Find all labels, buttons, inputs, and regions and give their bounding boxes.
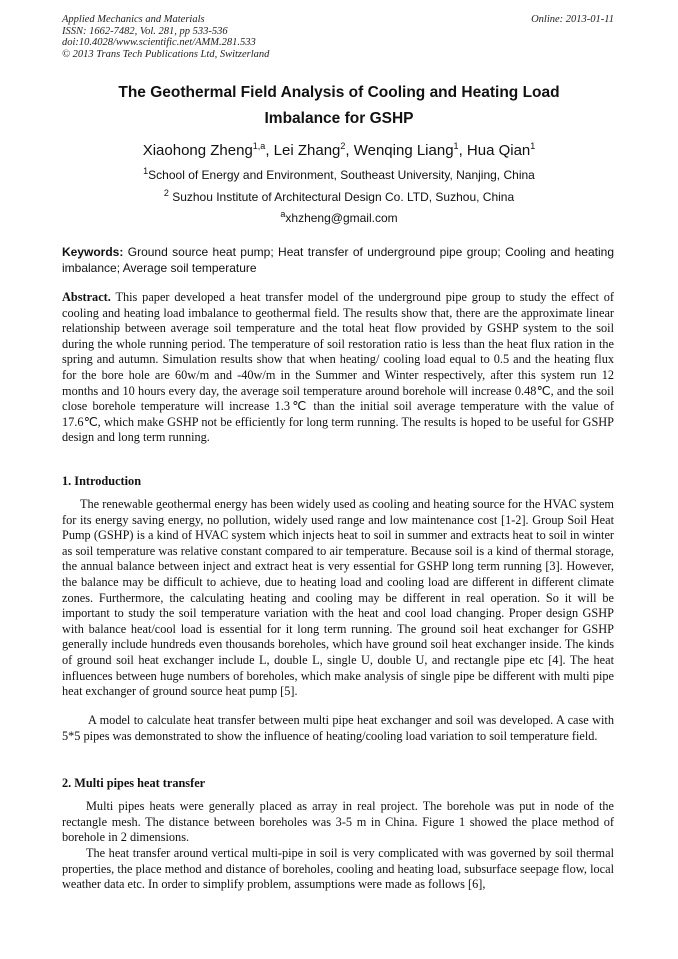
multi-pipes-paragraph-2: The heat transfer around vertical multi-pipe in soil is very complicated with was governed by soil thermal properties, the place method and distance of boreholes, cooling and heating load, subsurface seepage flow, local weather data etc. In order to simplify problem, assumptions were made as follows [6], bbox=[62, 846, 614, 892]
keywords-paragraph bbox=[62, 245, 614, 276]
journal-name: Applied Mechanics and Materials bbox=[62, 14, 205, 25]
author-affiliation-mark: 2 bbox=[340, 141, 346, 151]
author-name: Wenqing Liang bbox=[353, 142, 454, 159]
abstract-text: This paper developed a heat transfer model of the underground pipe group to study the effect of cooling and heating load imbalance to geothermal field. The results show that, there are the approximate linear relationship between average soil temperature and the total heat flow provided by GSHP system to the soil during the whole running period. The temperature of soil restoration ratio is less than the heat flux ration in the spring and autumn. Simulation results show that when heating/ cooling load equal to 0.5 and the heating flux for the bore hole are 60w/m and -40w/m in the Summer and Winter respectively, after this system run 12 months and 10 hours every day, the average soil temperature around borehole will increase 0.48℃, and the soil close borehole temperature will increase 1.3℃ than the initial soil average temperature with the value of 17.6℃, which make GSHP not be efficiently for long term running. The results is hoped to be useful for GSHP design and long term running. bbox=[62, 290, 614, 445]
doi-line: doi:10.4028/www.scientific.net/AMM.281.533 bbox=[62, 37, 256, 49]
author-affiliation-mark: 1,a bbox=[252, 141, 266, 151]
author-name: Hua Qian bbox=[466, 142, 531, 159]
affiliation-text: School of Energy and Environment, Southeast University, Nanjing, China bbox=[148, 168, 535, 182]
title-line-2: Imbalance for GSHP bbox=[264, 110, 414, 127]
author-separator: , bbox=[265, 142, 274, 159]
affiliation-text: Suzhou Institute of Architectural Design Co. LTD, Suzhou, China bbox=[168, 190, 515, 204]
author-affiliation-mark: 1 bbox=[530, 141, 536, 151]
section-heading-multi-pipes: 2. Multi pipes heat transfer bbox=[62, 776, 206, 790]
email-text: xhzheng@gmail.com bbox=[285, 211, 398, 225]
author-email bbox=[62, 210, 616, 226]
abstract-paragraph bbox=[62, 290, 614, 446]
email-mark: a bbox=[280, 209, 286, 219]
author-affiliation-mark: 1 bbox=[453, 141, 459, 151]
keywords-label: Keywords: bbox=[62, 245, 124, 259]
introduction-paragraph-2: A model to calculate heat transfer between multi pipe heat exchanger and soil was developed. A case with 5*5 pipes was demonstrated to show the influence of heating/cooling load variation to soil temperature field. bbox=[62, 713, 614, 743]
title-line-1: The Geothermal Field Analysis of Cooling and Heating Load bbox=[118, 84, 560, 101]
issn-line: ISSN: 1662-7482, Vol. 281, pp 533-536 bbox=[62, 25, 228, 37]
affiliation-mark: 1 bbox=[143, 166, 149, 176]
author-name: Lei Zhang bbox=[273, 142, 341, 159]
section-heading-introduction: 1. Introduction bbox=[62, 474, 142, 488]
author-separator: , bbox=[458, 142, 467, 159]
copyright-line: © 2013 Trans Tech Publications Ltd, Switzerland bbox=[62, 48, 270, 60]
introduction-paragraph-1: The renewable geothermal energy has been widely used as cooling and heating source for the HVAC system for its energy saving energy, no pollution, widely used range and low maintenance cost [1-2]. Group Soil Heat Pump (GSHP) is a kind of HVAC system which injects heat to soil in summer and extracts heat to soil in winter as soil temperature was relative constant compared to air temperature. Because soil is a kind of thermal storage, the annual balance between inject and extract heat is very essential for GSHP long term running [3]. However, the balance may be difficult to achieve, due to heating load and cooling load are different in different climate zones. Furthermore, the calculating heating and cooling may be different in real operation. So it will be important to study the soil temperature variation with the heat and cool load changing. Proper design GSHP with balance heat/cool load is essential for it long term running. The ground soil heat exchanger for GSHP generally include hundreds even thousands boreholes, which have ground soil heat exchanger inside. The kinds of ground soil heat exchanger include L, double L, single U, double U, and rectangle pipe etc [4]. The heat influences between huge numbers of boreholes, which make analysis of single pipe be different with multi pipe heat exchanger of ground source heat pump [5]. bbox=[62, 497, 614, 699]
affiliation-2 bbox=[62, 189, 616, 205]
author-name: Xiaohong Zheng bbox=[142, 142, 253, 159]
author-list bbox=[62, 140, 616, 162]
keywords-text: Ground source heat pump; Heat transfer of underground pipe group; Cooling and heating imbalance; Average soil temperature bbox=[62, 245, 614, 275]
paper-title bbox=[62, 80, 616, 132]
multi-pipes-paragraph-1: Multi pipes heats were generally placed as array in real project. The borehole was put in node of the rectangle mesh. The distance between boreholes was 3-5 m in China. Figure 1 showed the place method of borehole in 2 dimensions. bbox=[62, 799, 614, 845]
author-separator: , bbox=[345, 142, 354, 159]
abstract-label: Abstract. bbox=[62, 290, 111, 304]
online-date: Online: 2013-01-11 bbox=[531, 14, 614, 25]
journal-header bbox=[62, 14, 269, 60]
affiliation-1 bbox=[62, 167, 616, 183]
affiliation-mark: 2 bbox=[163, 188, 169, 198]
